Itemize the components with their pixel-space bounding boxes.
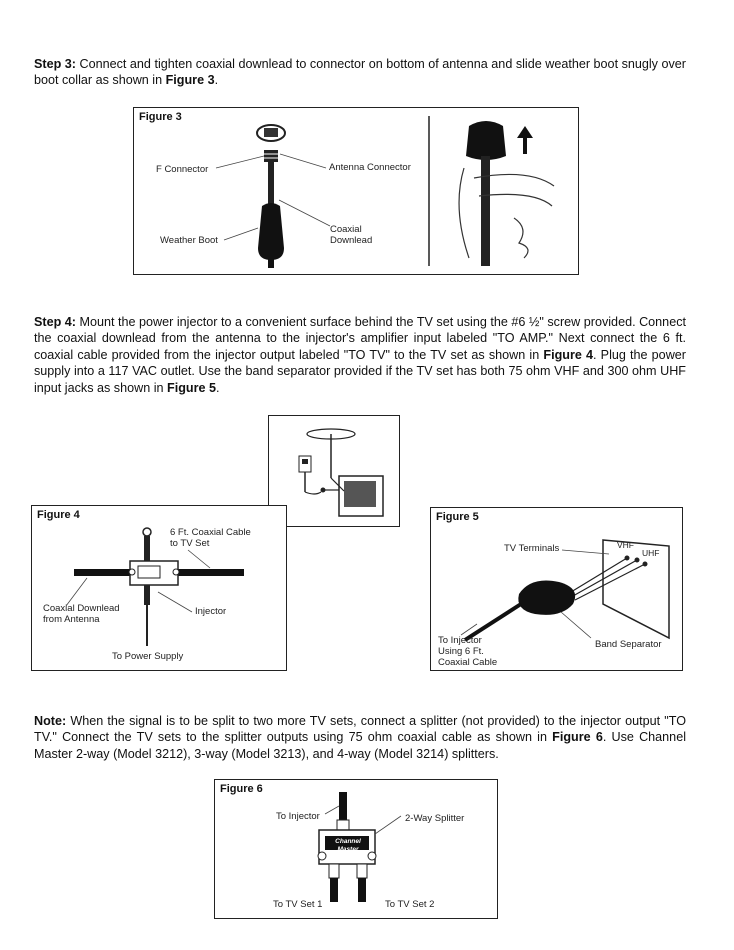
step4-lead: Step 4:: [34, 315, 76, 329]
figure-3-drawing: [134, 108, 578, 274]
six-ft-cable-label: 6 Ft. Coaxial Cable to TV Set: [170, 527, 251, 549]
f-connector-label: F Connector: [156, 164, 209, 175]
figure-5-title: Figure 5: [436, 511, 479, 523]
step4-paragraph: Step 4: Mount the power injector to a convenient surface behind the TV set using the #6 ½" screw provided. Connect the coaxial downlead from the antenna to the injector's amplifier input labeled "TO AMP." Next connect the 6 ft. coaxial cable provided from the injector output labeled "TO TV" to the TV set as shown in Figure 4. Plug the power supply into a 117 VAC outlet. Use the band separator provided if the TV set has both 75 ohm VHF and 300 ohm UHF input jacks as shown in Figure 5.: [34, 315, 686, 395]
two-way-splitter-label: 2-Way Splitter: [405, 813, 465, 824]
step3-lead: Step 3:: [34, 57, 76, 71]
band-separator-label: Band Separator: [595, 639, 662, 650]
coaxial-from-antenna-label: Coaxial Downlead from Antenna: [43, 603, 120, 625]
figure-4-title: Figure 4: [37, 509, 80, 521]
antenna-connector-label: Antenna Connector: [329, 162, 411, 173]
figure6-reference: Figure 6: [552, 730, 603, 745]
figure-4: [31, 505, 287, 671]
to-injector-label: To Injector Using 6 Ft. Coaxial Cable: [438, 635, 498, 668]
to-injector-label: To Injector: [276, 811, 320, 822]
figure-5: [430, 507, 683, 671]
figure-6: [214, 779, 498, 919]
channel-master-logo: Channel Master: [335, 838, 361, 853]
note-lead: Note:: [34, 714, 67, 728]
coaxial-downlead-label: Coaxial Downlead: [330, 224, 373, 246]
tv-terminals-label: TV Terminals: [504, 543, 560, 554]
tv-installation-drawing: [269, 416, 399, 526]
step3-text: Connect and tighten coaxial downlead to connector on bottom of antenna and slide weather boot snugly over boot collar as shown in: [34, 57, 686, 88]
figure3-reference: Figure 3: [165, 73, 215, 88]
step3-paragraph: Step 3: Connect and tighten coaxial downlead to connector on bottom of antenna and slide weather boot snugly over boot collar as shown in Figure 3.: [34, 57, 686, 88]
weather-boot-label: Weather Boot: [160, 235, 218, 246]
to-tv-set-2-label: To TV Set 2: [385, 899, 435, 910]
figure4-reference: Figure 4: [543, 347, 594, 362]
uhf-label: UHF: [642, 548, 660, 558]
to-power-supply-label: To Power Supply: [112, 651, 184, 662]
figure-3-title: Figure 3: [139, 111, 182, 123]
to-tv-set-1-label: To TV Set 1: [273, 899, 323, 910]
vhf-label: VHF: [617, 540, 634, 550]
figure-6-title: Figure 6: [220, 783, 263, 795]
figure5-reference: Figure 5: [167, 380, 217, 395]
injector-label: Injector: [195, 606, 227, 617]
figure-3: [133, 107, 579, 275]
note-paragraph: Note: When the signal is to be split to two more TV sets, connect a splitter (not provided) to the injector output "TO TV." Connect the TV sets to the splitter outputs using 75 ohm coaxial cable as shown in Figure 6. Use Channel Master 2-way (Model 3212), 3-way (Model 3213), and 4-way (Model 3214) splitters.: [34, 714, 686, 761]
tv-installation-inset: [268, 415, 400, 527]
